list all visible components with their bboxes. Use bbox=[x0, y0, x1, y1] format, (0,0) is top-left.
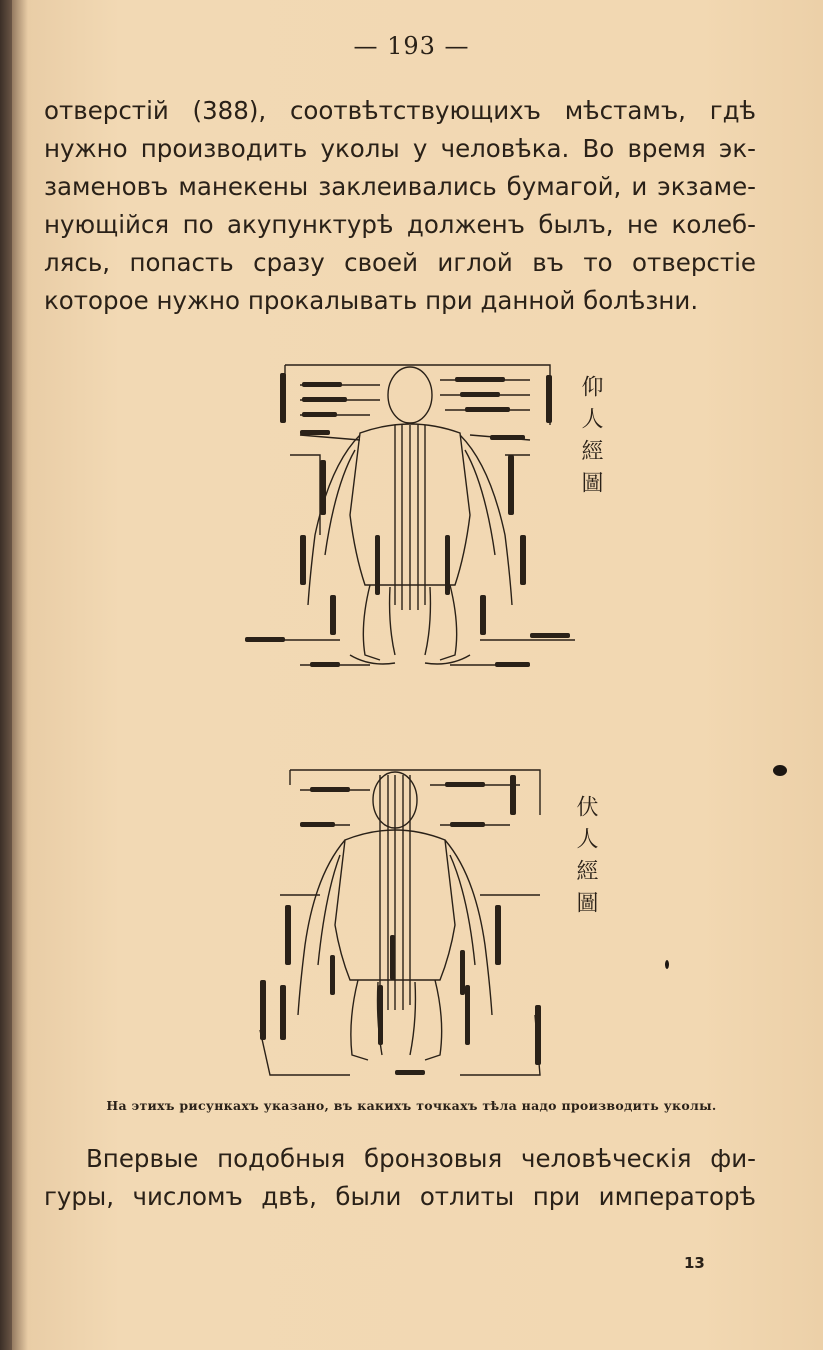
back-figure-illustration bbox=[240, 755, 610, 1085]
text-line: нующійся по акупунктурѣ долженъ былъ, не колеб- bbox=[44, 210, 756, 239]
ink-speck bbox=[665, 960, 669, 969]
front-figure-title: 仰人經圖 bbox=[578, 375, 603, 503]
back-figure-title: 伏人經圖 bbox=[573, 795, 598, 923]
ink-blot bbox=[773, 765, 787, 776]
page-number: — 193 — bbox=[353, 32, 470, 60]
text-line: заменовъ манекены заклеивались бумагой, и экзаме- bbox=[44, 172, 756, 201]
text-line: нужно производить уколы у человѣка. Во время эк- bbox=[44, 134, 756, 163]
text-line: отверстій (388), соотвѣтствующихъ мѣстамъ, гдѣ bbox=[44, 96, 756, 125]
text-line: Впервые подобныя бронзовыя человѣческія фи- bbox=[86, 1144, 756, 1173]
book-spine bbox=[0, 0, 12, 1350]
top-paragraph bbox=[44, 92, 756, 320]
front-figure-illustration bbox=[230, 355, 610, 685]
figure-caption: На этихъ рисункахъ указано, въ какихъ точкахъ тѣла надо производить уколы. bbox=[106, 1098, 717, 1113]
text-line: лясь, попасть сразу своей иглой въ то отверстіе bbox=[44, 248, 756, 277]
bottom-paragraph bbox=[44, 1140, 756, 1216]
signature-mark: 13 bbox=[684, 1254, 705, 1272]
text-line: которое нужно прокалывать при данной болѣзни. bbox=[44, 286, 699, 315]
front-acupuncture-figure bbox=[230, 355, 610, 685]
back-acupuncture-figure bbox=[240, 755, 610, 1085]
text-line: гуры, числомъ двѣ, были отлиты при императорѣ bbox=[44, 1182, 756, 1211]
